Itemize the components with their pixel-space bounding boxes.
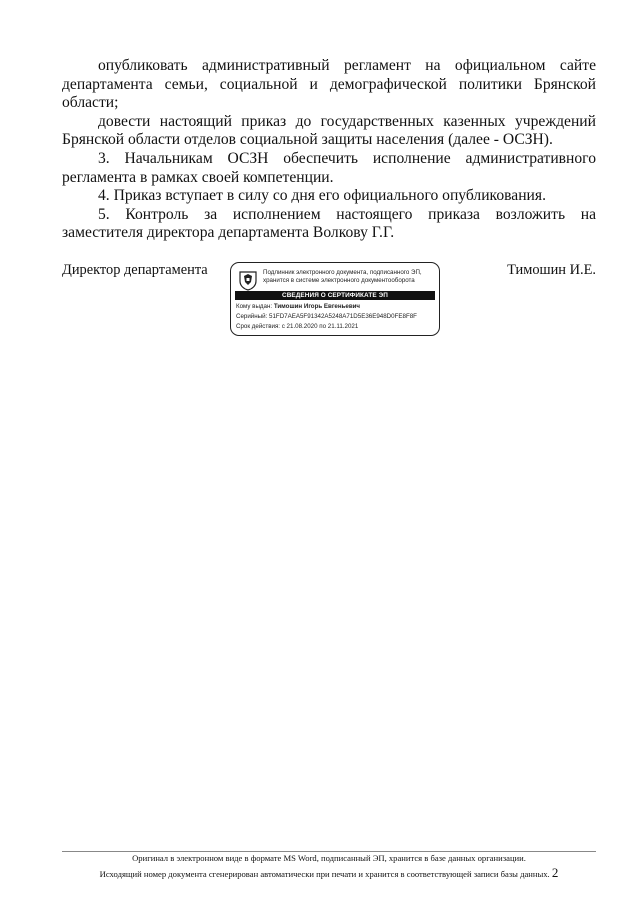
electronic-signature-stamp [230,262,440,336]
paragraph-item-4: 4. Приказ вступает в силу со дня его официального опубликования. [98,187,546,205]
page-number: 2 [551,865,559,880]
certificate-serial-label: Серийный: [236,313,270,320]
certificate-owner [236,303,360,311]
certificate-serial [236,313,417,321]
signer-position: Директор департамента [62,262,208,278]
coat-of-arms-icon [237,269,259,291]
certificate-validity: Срок действия: с 21.08.2020 по 21.11.2021 [236,323,359,330]
footer-number-note [62,867,596,880]
paragraph-publish: опубликовать административный регламент на официальном сайте департамента семьи, социальной и демографической политики Брянской области; [62,57,596,112]
certificate-owner-value: Тимошин Игорь Евгеньевич [273,303,361,310]
stamp-header-line-1: Подлинник электронного документа, подписанного ЭП, [263,269,422,276]
document-body [62,57,596,243]
paragraph-item-5: 5. Контроль за исполнением настоящего приказа возложить на заместителя директора департамента Волкову Г.Г. [62,205,596,242]
footer-number-text: Исходящий номер документа сгенерирован автоматически при печати и хранится в соответствующей записи базы данных. [99,869,550,879]
certificate-serial-value: 51FD7AEA5F91342A5248A71D5E36E948D0FE8F8F [269,313,417,320]
footer-divider [62,851,596,852]
certificate-info-bar: СВЕДЕНИЯ О СЕРТИФИКАТЕ ЭП [235,291,435,300]
signer-name: Тимошин И.Е. [507,262,596,278]
stamp-header-line-2: хранится в системе электронного документооборота [263,276,415,284]
stamp-header [263,269,435,284]
footer-original-note: Оригинал в электронном виде в формате MS Word, подписанный ЭП, хранится в базе данных организации. [132,853,526,863]
paragraph-item-3: 3. Начальникам ОСЗН обеспечить исполнение административного регламента в рамках своей компетенции. [62,149,596,186]
certificate-owner-label: Кому выдан: [236,303,274,310]
paragraph-deliver: довести настоящий приказ до государственных казенных учреждений Брянской области отделов социальной защиты населения (далее - ОСЗН). [62,112,596,149]
